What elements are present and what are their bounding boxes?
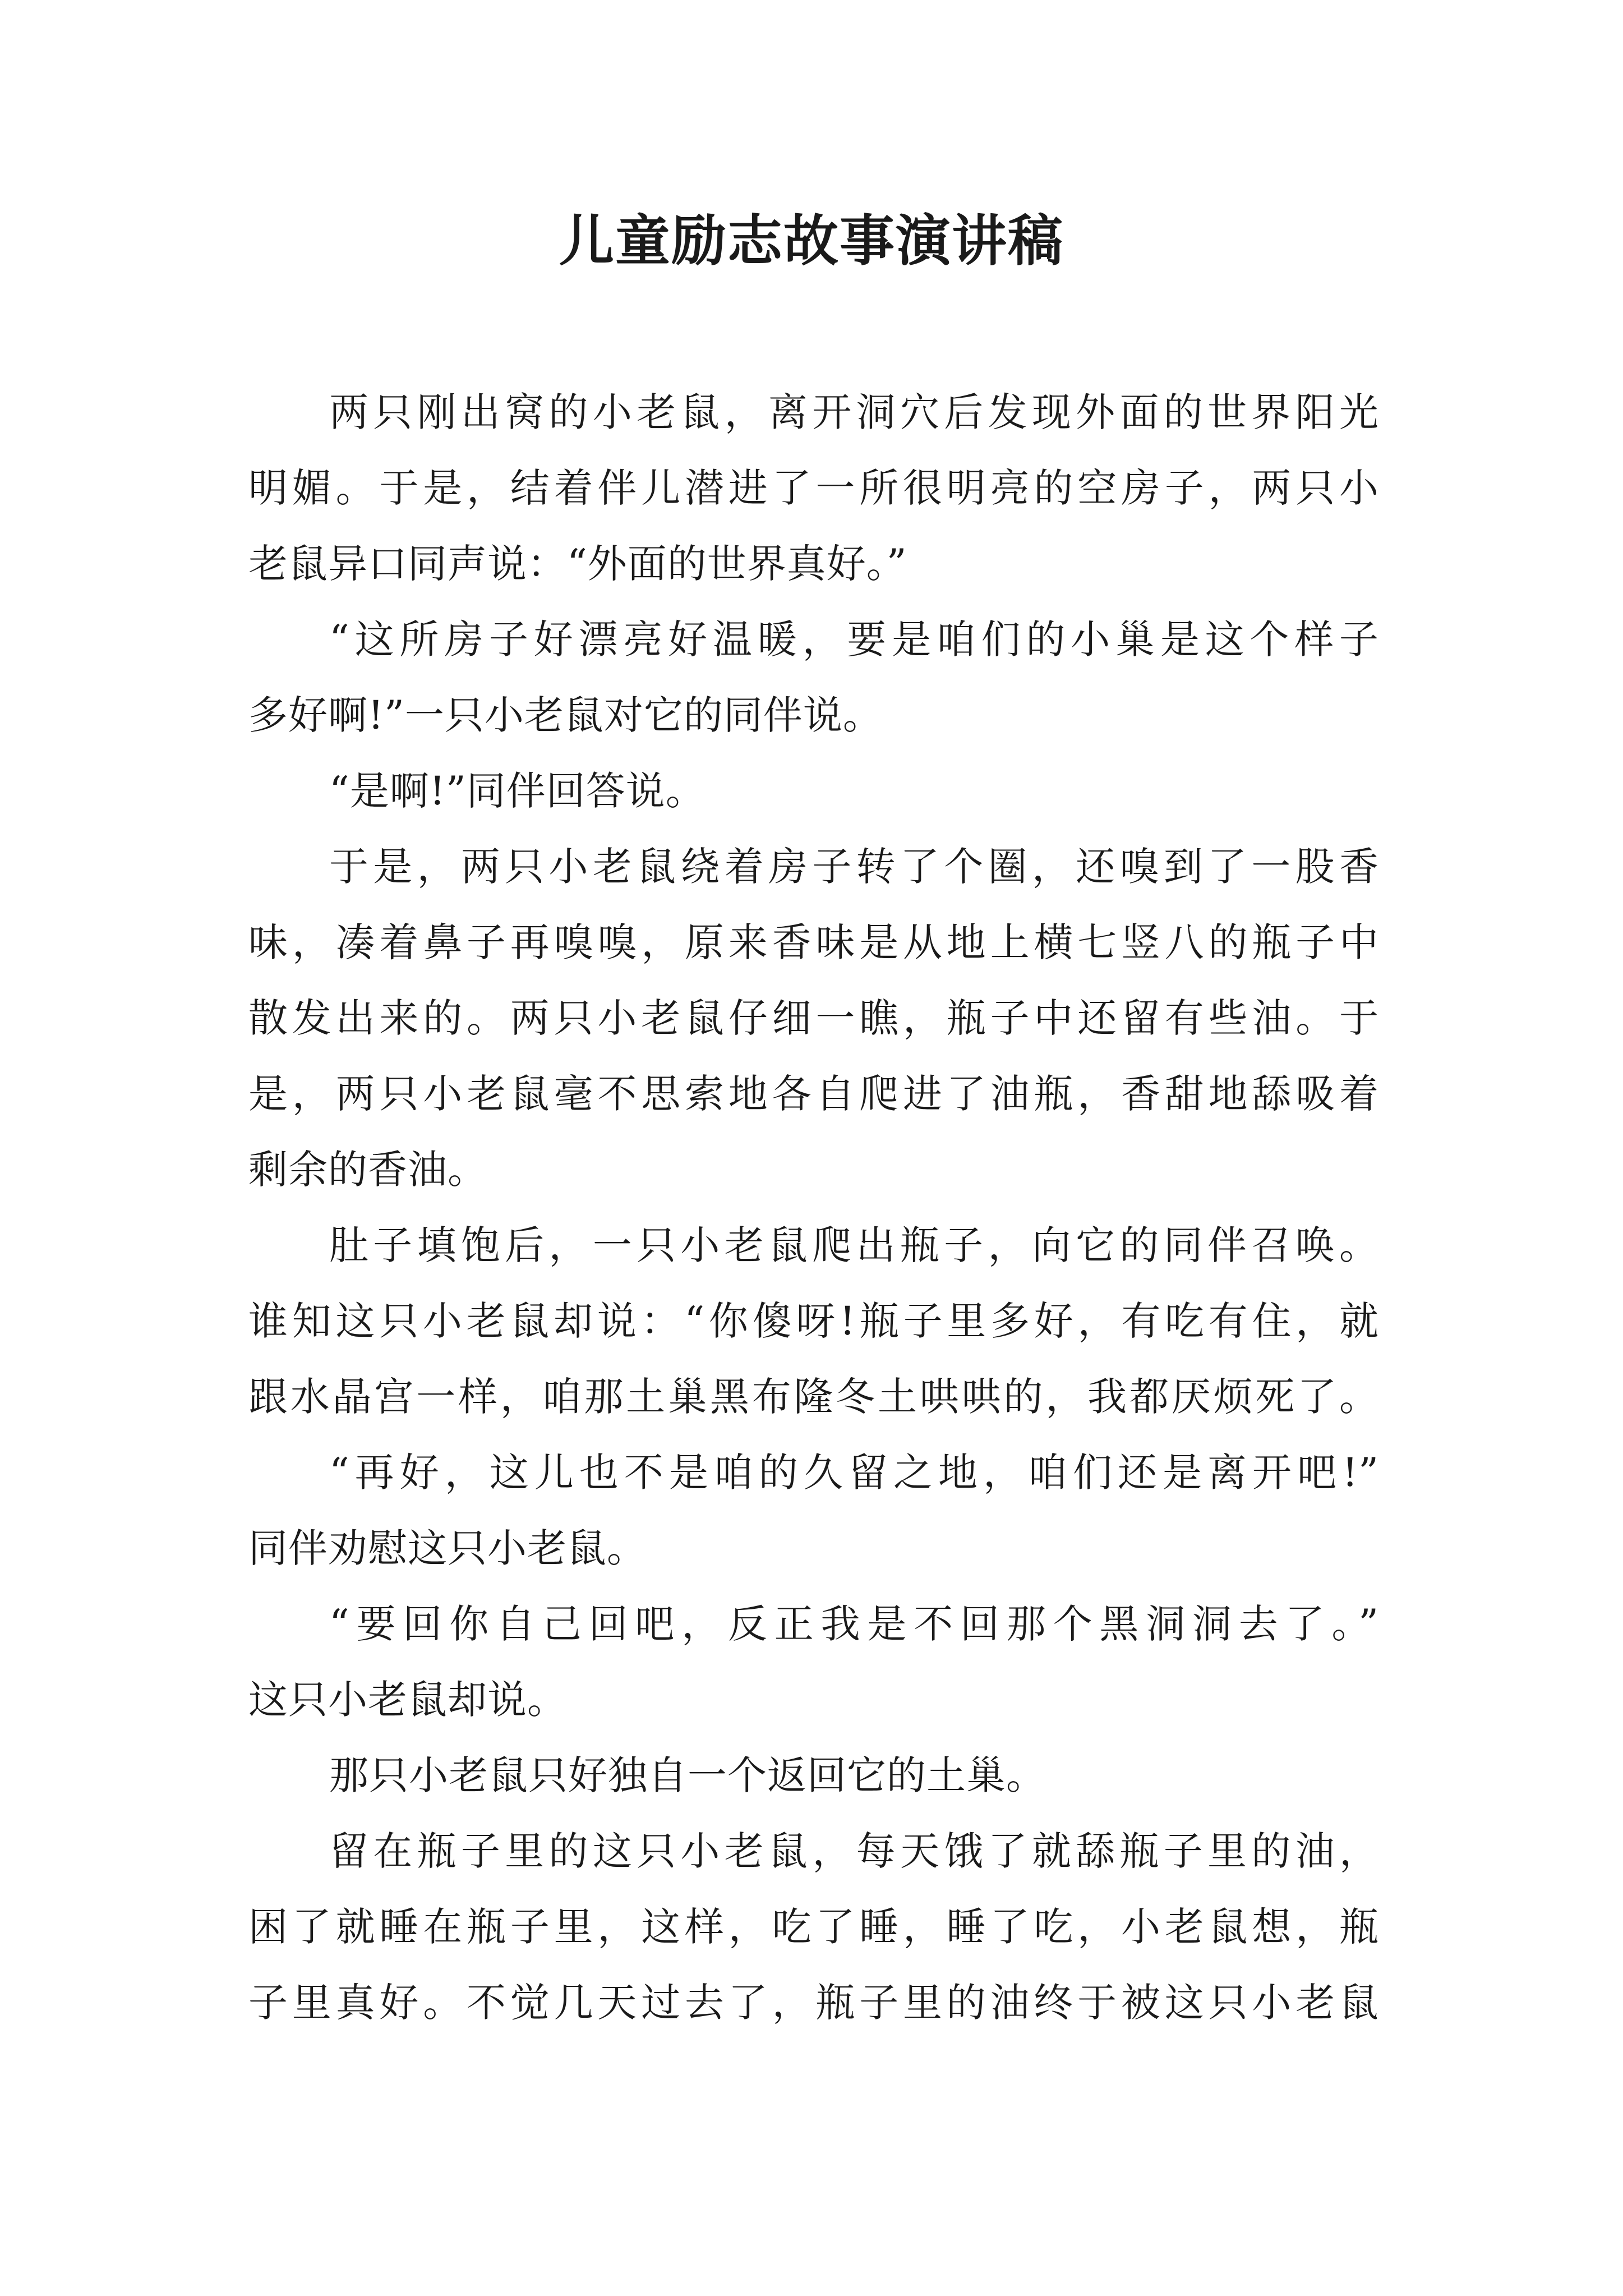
text-line: 那只小老鼠只好独自一个返回它的土巢。 [329, 1752, 1046, 1798]
text-line: 同伴劝慰这只小老鼠。 [248, 1525, 647, 1571]
document-title: 儿童励志故事演讲稿 [559, 209, 1064, 273]
text-line: 老鼠异口同声说：“外面的世界真好。” [248, 541, 907, 587]
document-body [248, 375, 1379, 2041]
text-line: 子里真好。不觉几天过去了，瓶子里的油终于被这只小老鼠 [248, 1980, 1379, 2026]
text-line: “要回你自己回吧，反正我是不回那个黑洞洞去了。” [329, 1601, 1379, 1647]
text-line: “再好，这儿也不是咱的久留之地，咱们还是离开吧!” [329, 1450, 1379, 1496]
text-line: 这只小老鼠却说。 [248, 1677, 567, 1723]
text-line: 明媚。于是，结着伴儿潜进了一所很明亮的空房子，两只小 [248, 465, 1379, 511]
text-line: “是啊!”同伴回答说。 [329, 768, 706, 814]
text-line: 味，凑着鼻子再嗅嗅，原来香味是从地上横七竖八的瓶子中 [248, 919, 1379, 965]
text-line: 肚子填饱后，一只小老鼠爬出瓶子，向它的同伴召唤。 [329, 1222, 1379, 1268]
text-line: 剩余的香油。 [248, 1147, 487, 1193]
text-line: 跟水晶宫一样，咱那土巢黑布隆冬土哄哄的，我都厌烦死了。 [248, 1374, 1379, 1420]
text-line: 于是，两只小老鼠绕着房子转了个圈，还嗅到了一股香 [329, 844, 1379, 890]
text-line: 多好啊!”一只小老鼠对它的同伴说。 [248, 692, 883, 738]
text-line: 两只刚出窝的小老鼠，离开洞穴后发现外面的世界阳光 [329, 389, 1379, 435]
text-line: 困了就睡在瓶子里，这样，吃了睡，睡了吃，小老鼠想，瓶 [248, 1904, 1379, 1950]
text-line: 散发出来的。两只小老鼠仔细一瞧，瓶子中还留有些油。于 [248, 995, 1379, 1041]
text-line: 留在瓶子里的这只小老鼠，每天饿了就舔瓶子里的油， [329, 1828, 1379, 1874]
text-line: 谁知这只小老鼠却说：“你傻呀!瓶子里多好，有吃有住，就 [248, 1298, 1379, 1344]
text-line: 是，两只小老鼠毫不思索地各自爬进了油瓶，香甜地舔吸着 [248, 1071, 1379, 1117]
text-line: “这所房子好漂亮好温暖，要是咱们的小巢是这个样子 [329, 616, 1379, 662]
